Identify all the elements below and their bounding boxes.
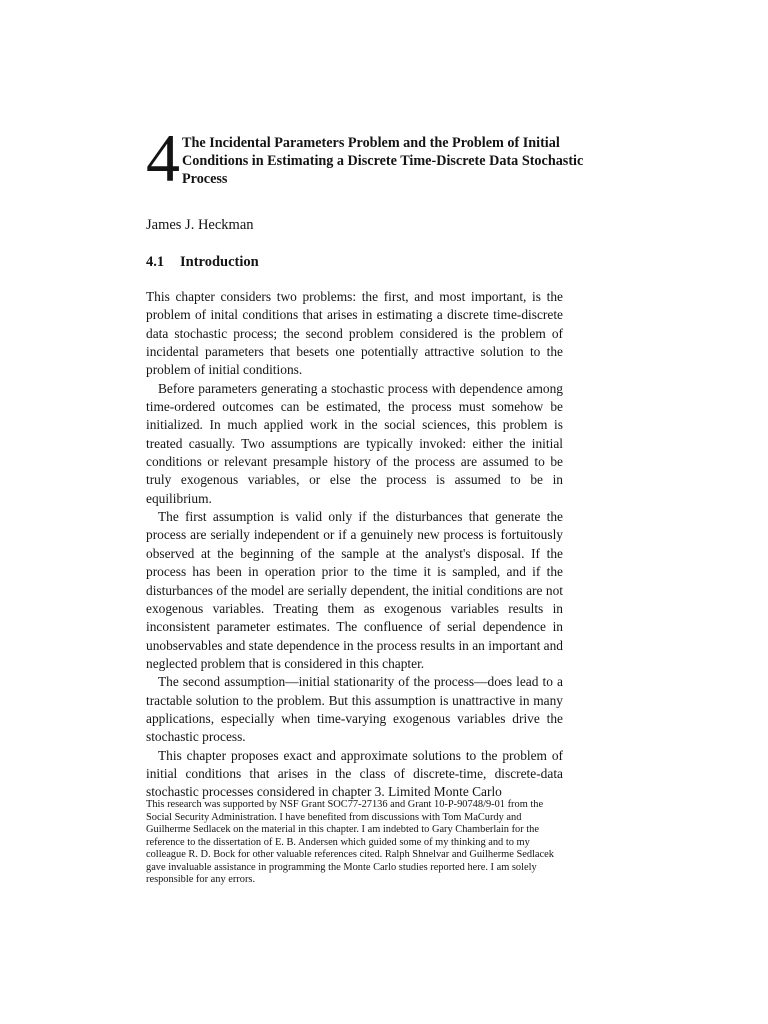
paragraph: Before parameters generating a stochastic process with dependence among time-ordered outcomes can be estimated, the process must somehow be initialized. In much applied work in the social sciences, this problem is treated casually. Two assumptions are typically invoked: either the initial conditions or relevant presample history of the process are assumed to be truly exogenous variables, or else the process is assumed to be in equilibrium.: [146, 380, 563, 506]
chapter-heading: [146, 120, 586, 198]
chapter-title: The Incidental Parameters Problem and the Problem of Initial Conditions in Estimating a Discrete Time-Discrete Data Stochastic Process: [182, 135, 584, 187]
paragraph: The first assumption is valid only if the disturbances that generate the process are serially independent or if a genuinely new process is fortuitously observed at the beginning of the sample at the analyst's disposal. If the process has been in operation prior to the time it is sampled, and if the disturbances of the model are serially dependent, the initial conditions are not exogenous variables. Treating them as exogenous variables results in inconsistent parameter estimates. The confluence of serial dependence in unobservables and state dependence in the process results in an important and neglected problem that is considered in this chapter.: [146, 509, 563, 671]
paragraph: The second assumption—initial stationarity of the process—does lead to a tractable solution to the problem. But this assumption is unattractive in many applications, especially when time-varying exogenous variables drive the stochastic process.: [146, 674, 563, 745]
body-text: [146, 288, 563, 802]
section-heading: [146, 254, 259, 271]
paragraph: This chapter considers two problems: the first, and most important, is the problem of inital conditions that arises in estimating a discrete time-discrete data stochastic process; the second problem considered is the problem of incidental parameters that besets one potentially attractive solution to the problem of initial conditions.: [146, 289, 563, 378]
author-name: James J. Heckman: [146, 217, 254, 233]
chapter-number: 4: [146, 120, 180, 196]
footnote: This research was supported by NSF Grant SOC77-27136 and Grant 10-P-90748/9-01 from the Social Security Administration. I have benefited from discussions with Tom MaCurdy and Guilherme Sedlacek on the material in this chapter. I am indebted to Gary Chamberlain for the reference to the dissertation of E. B. Andersen which guided some of my thinking and to my colleague R. D. Bock for other valuable references cited. Ralph Shnelvar and Guilherme Sedlacek gave invaluable assistance in programming the Monte Carlo studies reported here. I am solely responsible for any errors.: [146, 799, 554, 885]
section-title: Introduction: [180, 254, 259, 270]
paragraph: This chapter proposes exact and approximate solutions to the problem of initial conditions that arises in the class of discrete-time, discrete-data stochastic processes considered in chapter 3. Limited Monte Carlo: [146, 747, 563, 800]
section-number: 4.1: [146, 254, 165, 270]
